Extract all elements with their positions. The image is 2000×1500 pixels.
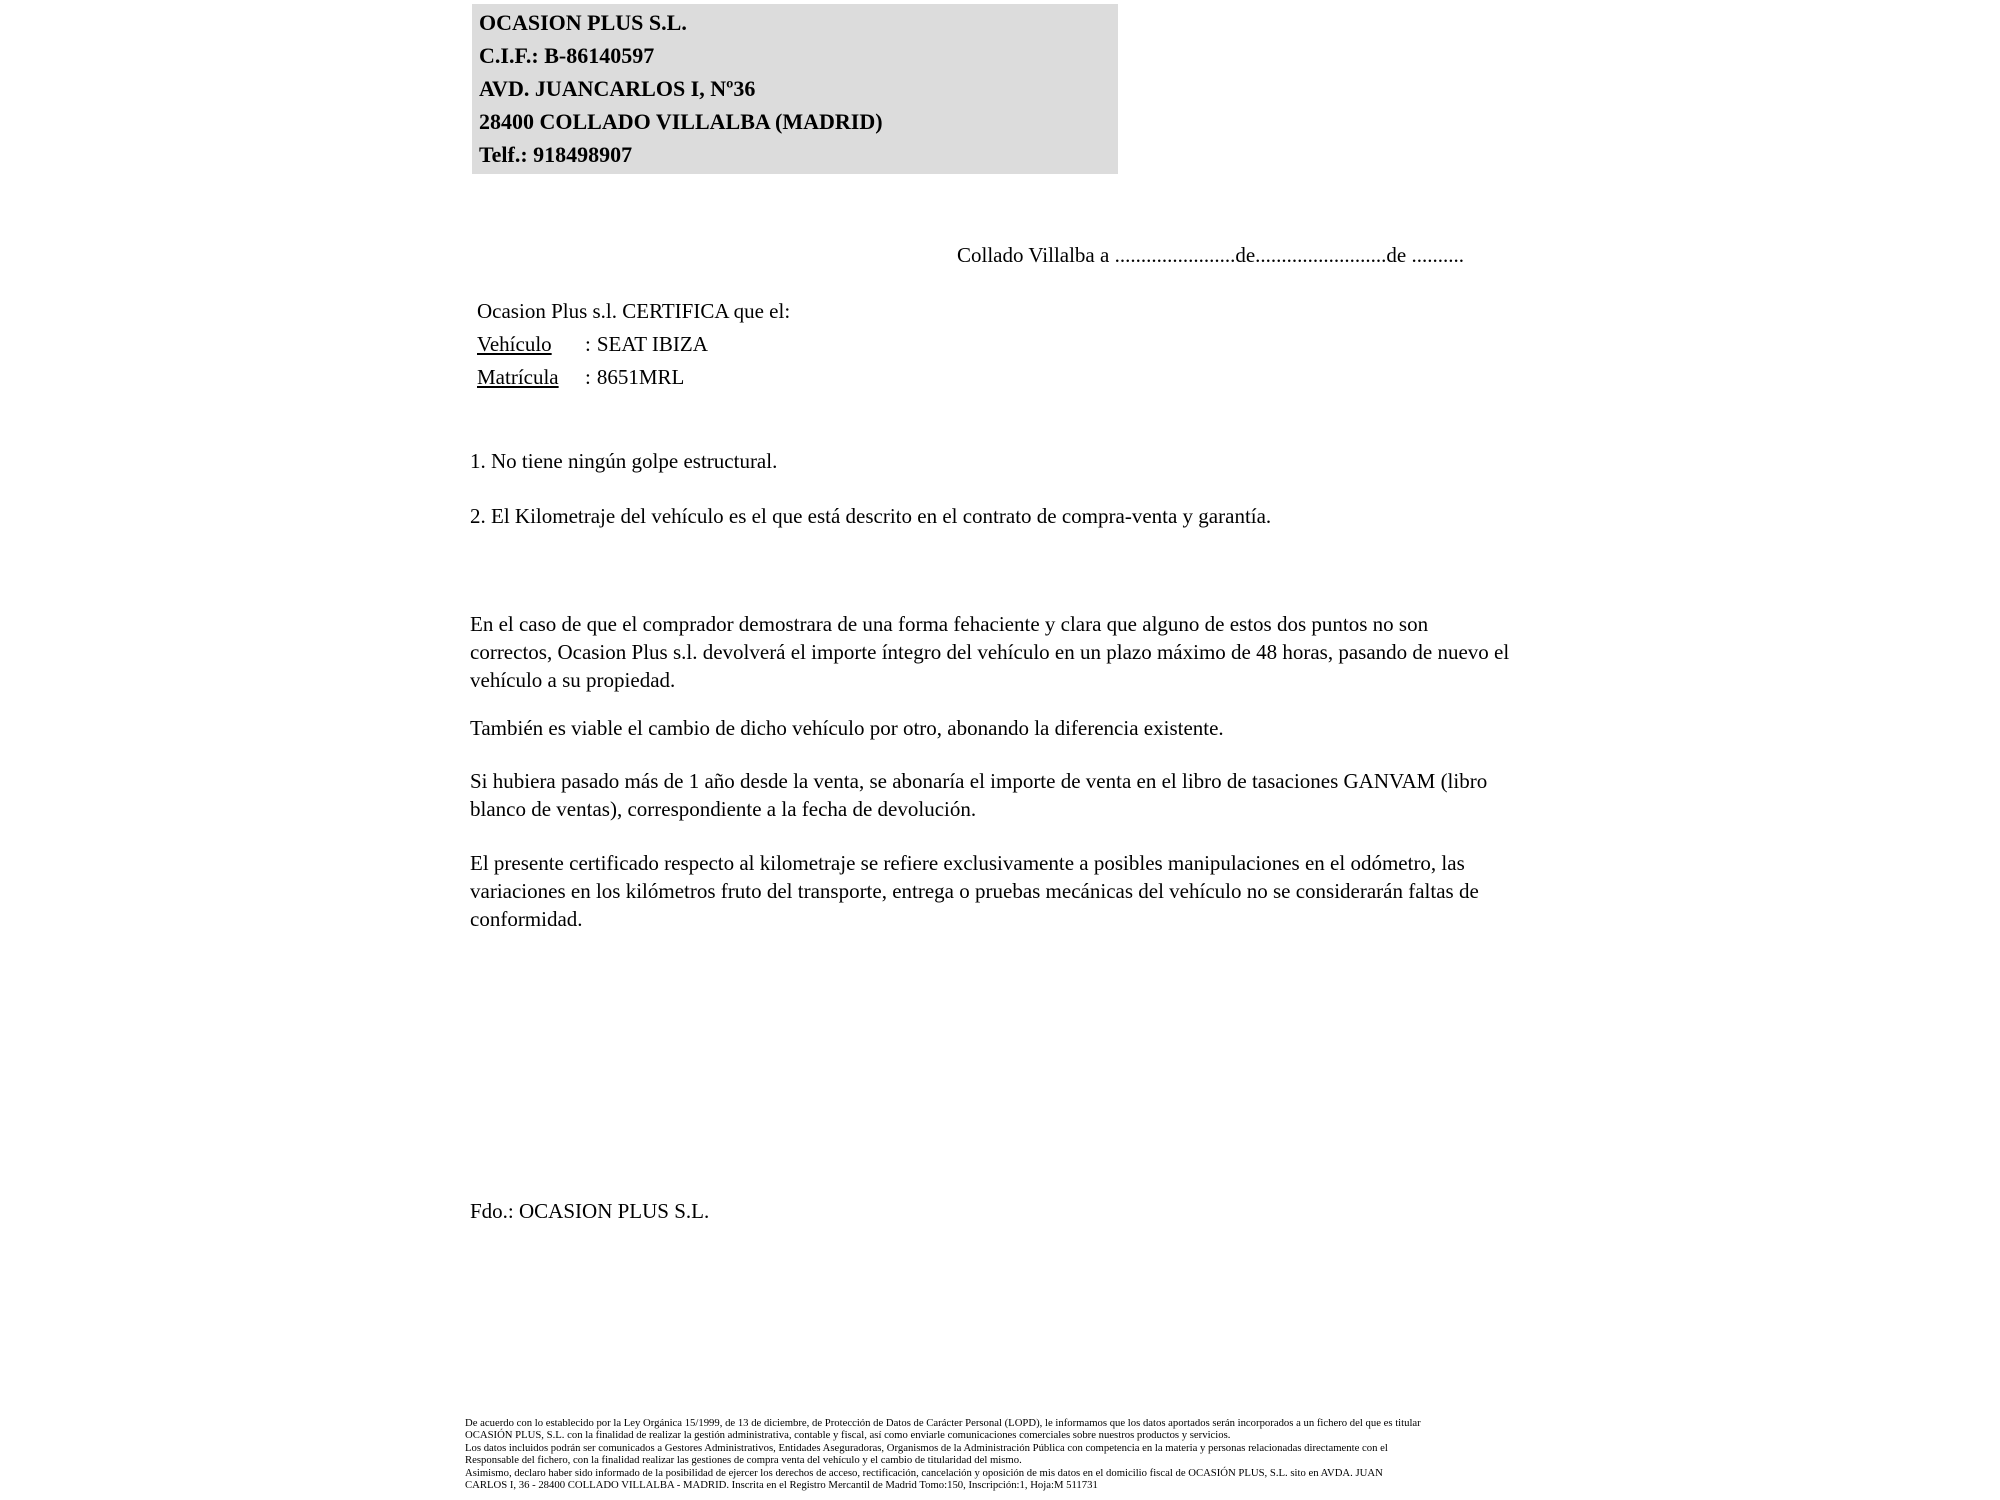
vehicle-field-separator: : [585, 332, 591, 356]
vehicle-field-label: Vehículo [477, 332, 552, 356]
paragraph-refund-terms: En el caso de que el comprador demostrara de una forma fehaciente y clara que alguno de estos dos puntos no son correctos, Ocasion Plus s.l. devolverá el importe íntegro del vehículo en un plazo máximo de 48 horas, pasando de nuevo el vehículo a su propiedad. [470, 612, 1510, 692]
paragraph-odometer-disclaimer: El presente certificado respecto al kilometraje se refiere exclusivamente a posibles manipulaciones en el odómetro, las variaciones en los kilómetros fruto del transporte, entrega o pruebas mecánicas del vehículo no se considerarán faltas de conformidad. [470, 851, 1479, 931]
company-letterhead [472, 4, 1118, 174]
vehicle-field-row [477, 328, 790, 361]
plate-field-separator: : [585, 365, 591, 389]
plate-field-value: 8651MRL [596, 365, 685, 389]
signature-line: Fdo.: OCASION PLUS S.L. [470, 1199, 710, 1223]
vehicle-field-value: SEAT IBIZA [596, 332, 708, 356]
certificate-header [477, 295, 790, 394]
company-cif: C.I.F.: B-86140597 [479, 43, 655, 68]
company-city: 28400 COLLADO VILLALBA (MADRID) [479, 109, 883, 134]
legal-footer-line: Los datos incluidos podrán ser comunicados a Gestores Administrativos, Entidades Aseguradoras, Organismos de la Administración Pública con competencia en la materia y personas relacionadas directamente con el [465, 1441, 1388, 1454]
paragraph-exchange-option: También es viable el cambio de dicho vehículo por otro, abonando la diferencia existente. [470, 716, 1224, 740]
company-phone: Telf.: 918498907 [479, 142, 633, 167]
plate-field-label: Matrícula [477, 365, 559, 389]
company-name: OCASION PLUS S.L. [479, 10, 687, 35]
company-address: AVD. JUANCARLOS I, Nº36 [479, 76, 756, 101]
legal-footer-line: Responsable del fichero, con la finalidad realizar las gestiones de compra venta del vehículo y el cambio de titularidad del mismo. [465, 1454, 1022, 1467]
legal-footer-line: OCASIÓN PLUS, S.L. con la finalidad de realizar la gestión administrativa, contable y fiscal, así como enviarle comunicaciones comerciales sobre nuestros productos y servicios. [465, 1429, 1231, 1442]
legal-footer [465, 1417, 1421, 1491]
legal-footer-line: De acuerdo con lo establecido por la Ley Orgánica 15/1999, de 13 de diciembre, de Protección de Datos de Carácter Personal (LOPD), le informamos que los datos aportados serán incorporados a un fichero del que es titular [465, 1417, 1421, 1429]
paragraph-ganvam-valuation: Si hubiera pasado más de 1 año desde la venta, se abonaría el importe de venta en el libro de tasaciones GANVAM (libro blanco de ventas), correspondiente a la fecha de devolución. [470, 769, 1488, 821]
legal-footer-line: Asimismo, declaro haber sido informado de la posibilidad de ejercer los derechos de acceso, rectificación, cancelación y oposición de mis datos en el domicilio fiscal de OCASIÓN PLUS, S.L. sito en AVDA. JUAN [465, 1466, 1383, 1479]
legal-footer-line: CARLOS I, 36 - 28400 COLLADO VILLALBA - MADRID. Inscrita en el Registro Mercantil de Madrid Tomo:150, Inscripción:1, Hoja:M 511731 [465, 1479, 1098, 1492]
certificate-intro: Ocasion Plus s.l. CERTIFICA que el: [477, 299, 791, 323]
clause-1: 1. No tiene ningún golpe estructural. [470, 449, 778, 473]
clause-2: 2. El Kilometraje del vehículo es el que está descrito en el contrato de compra-venta y garantía. [470, 504, 1272, 528]
date-line: Collado Villalba a .......................de.........................de .......... [957, 243, 1464, 267]
plate-field-row [477, 361, 790, 394]
